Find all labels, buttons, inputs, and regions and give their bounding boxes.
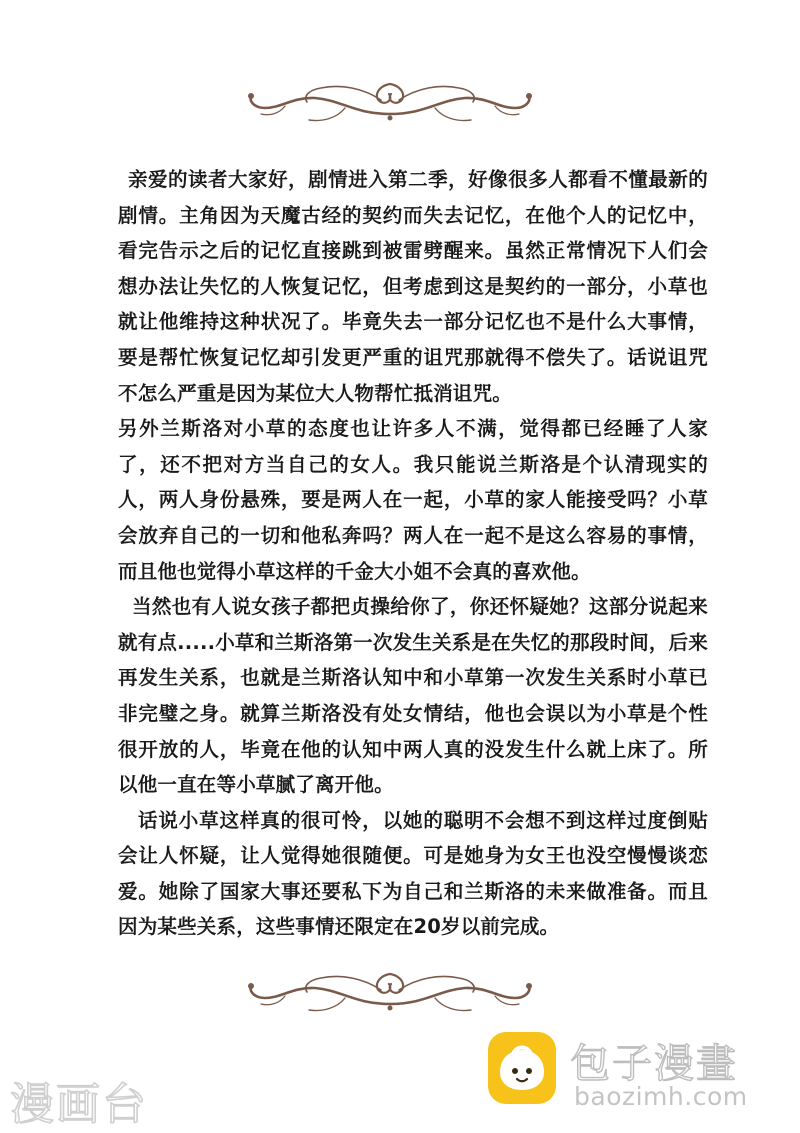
brand-url[interactable]: baozimh.com (574, 1082, 748, 1111)
paragraph-2: 另外兰斯洛对小草的态度也让许多人不满，觉得都已经睡了人家了，还不把对方当自己的女人。我只能说兰斯洛是个认清现实的人，两人身份悬殊，要是两人在一起，小草的家人能接受吗？小草会放弃自己的一切和他私奔吗？两人在一起不是这么容易的事情，而且他也觉得小草这样的千金大小姐不会真的喜欢他。 (118, 417, 708, 583)
bottom-ornament (245, 968, 535, 1018)
paragraph-3: 当然也有人说女孩子都把贞操给你了，你还怀疑她？这部分说起来就有点.....小草和兰斯洛第一次发生关系是在失忆的那段时间，后来再发生关系，也就是兰斯洛认知中和小草第一次发生关系时小草已非完璧之身。就算兰斯洛没有处女情结，他也会误以为小草是个性很开放的人，毕竟在他的认知中两人真的没发生什么就上床了。所以他一直在等小草腻了离开他。 (118, 595, 708, 797)
article-body (118, 162, 708, 945)
brand-name: 包子漫畫 (570, 1041, 738, 1087)
ornamental-flourish-icon (245, 968, 535, 1018)
paragraph-1: 亲爱的读者大家好，剧情进入第二季，好像很多人都看不懂最新的剧情。主角因为天魔古经的契约而失去记忆，在他个人的记忆中，看完告示之后的记忆直接跳到被雷劈醒来。虽然正常情况下人们会想办法让失忆的人恢复记忆，但考虑到这是契约的一部分，小草也就让他维持这种状况了。毕竟失去一部分记忆也不是什么大事情，要是帮忙恢复记忆却引发更严重的诅咒那就得不偿失了。话说诅咒不怎么严重是因为某位大人物帮忙抵消诅咒。 (118, 168, 708, 405)
top-ornament (245, 78, 535, 128)
baozi-mascot-icon (486, 1028, 558, 1108)
brand-logo[interactable] (486, 1022, 786, 1122)
paragraph-4: 话说小草这样真的很可怜，以她的聪明不会想不到这样过度倒贴会让人怀疑，让人觉得她很随便。可是她身为女王也没空慢慢谈恋爱。她除了国家大事还要私下为自己和兰斯洛的未来做准备。而且因为某些关系，这些事情还限定在20岁以前完成。 (118, 808, 708, 939)
watermark-manhuatai: 漫画台 (10, 1079, 148, 1130)
ornamental-flourish-icon (245, 78, 535, 128)
